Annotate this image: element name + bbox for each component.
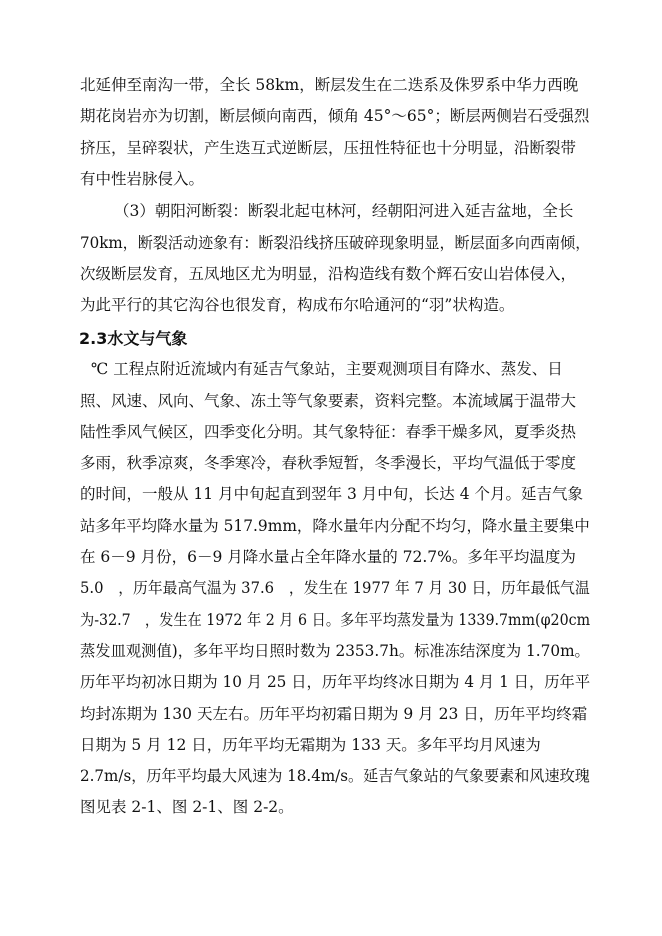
para3-line-11: 历年平均初冰日期为 10 月 25 日，历年平均终冰日期为 4 月 1 日，历年平 — [80, 673, 591, 691]
para3-line-13: 日期为 5 月 12 日，历年平均无霜期为 133 天。多年平均月风速为 — [80, 736, 541, 754]
para2-line-4: 为此平行的其它沟谷也很发育，构成布尔哈通河的“羽”状构造。 — [80, 296, 515, 314]
para3-line-3: 陆性季风气候区，四季变化分明。其气象特征：春季干燥多风，夏季炎热 — [80, 423, 577, 441]
para1-line-1: 北延伸至南沟一带，全长 58km，断层发生在二迭系及侏罗系中华力西晚 — [80, 76, 579, 94]
para3-line-1: ℃ 工程点附近流域内有延吉气象站，主要观测项目有降水、蒸发、日 — [91, 360, 563, 378]
para3-line-14: 2.7m/s，历年平均最大风速为 18.4m/s。延吉气象站的气象要素和风速玫瑰 — [80, 767, 590, 785]
para2-line-2: 70km，断裂活动迹象有：断裂沿线挤压破碎现象明显，断层面多向西南倾， — [80, 234, 591, 252]
para3-line-8: 5.0 ，历年最高气温为 37.6 ，发生在 1977 年 7 月 30 日，历年最低气温 — [80, 579, 590, 597]
para3-line-6: 站多年平均降水量为 517.9mm，降水量年内分配不均匀，降水量主要集中 — [80, 517, 590, 535]
para3-line-10: 蒸发皿观测值)，多年平均日照时数为 2353.7h。标准冻结深度为 1.70m。 — [80, 642, 590, 660]
para1-line-4: 有中性岩脉侵入。 — [80, 170, 205, 188]
para2-line-1: （3）朝阳河断裂：断裂北起屯林河，经朝阳河进入延吉盆地，全长 — [114, 202, 574, 220]
section-heading: 2.3水文与气象 — [79, 329, 188, 348]
para3-line-4: 多雨，秋季凉爽，冬季寒冷，春秋季短暂，冬季漫长，平均气温低于零度 — [80, 454, 577, 472]
para1-line-2: 期花岗岩亦为切割，断层倾向南西，倾角 45°～65°；断层两侧岩石受强烈 — [80, 107, 590, 125]
para3-line-2: 照、风速、风向、气象、冻土等气象要素，资料完整。本流域属于温带大 — [80, 392, 577, 410]
para3-line-15: 图见表 2-1、图 2-1、图 2-2。 — [80, 798, 294, 816]
para3-line-9: 为-32.7 ，发生在 1972 年 2 月 6 日。多年平均蒸发量为 1339.7mm(φ20cm — [80, 611, 591, 629]
para2-line-3: 次级断层发育，五凤地区尤为明显，沿构造线有数个辉石安山岩体侵入， — [80, 265, 577, 283]
para3-line-5: 的时间，一般从 11 月中旬起直到翌年 3 月中旬，长达 4 个月。延吉气象 — [80, 485, 584, 503]
para1-line-3: 挤压，呈碎裂状，产生迭互式逆断层，压扭性特征也十分明显，沿断裂带 — [80, 139, 577, 157]
para3-line-12: 均封冻期为 130 天左右。历年平均初霜日期为 9 月 23 日，历年平均终霜 — [80, 705, 588, 723]
para3-line-7: 在 6－9 月份，6－9 月降水量占全年降水量的 72.7%。多年平均温度为 — [80, 548, 576, 566]
